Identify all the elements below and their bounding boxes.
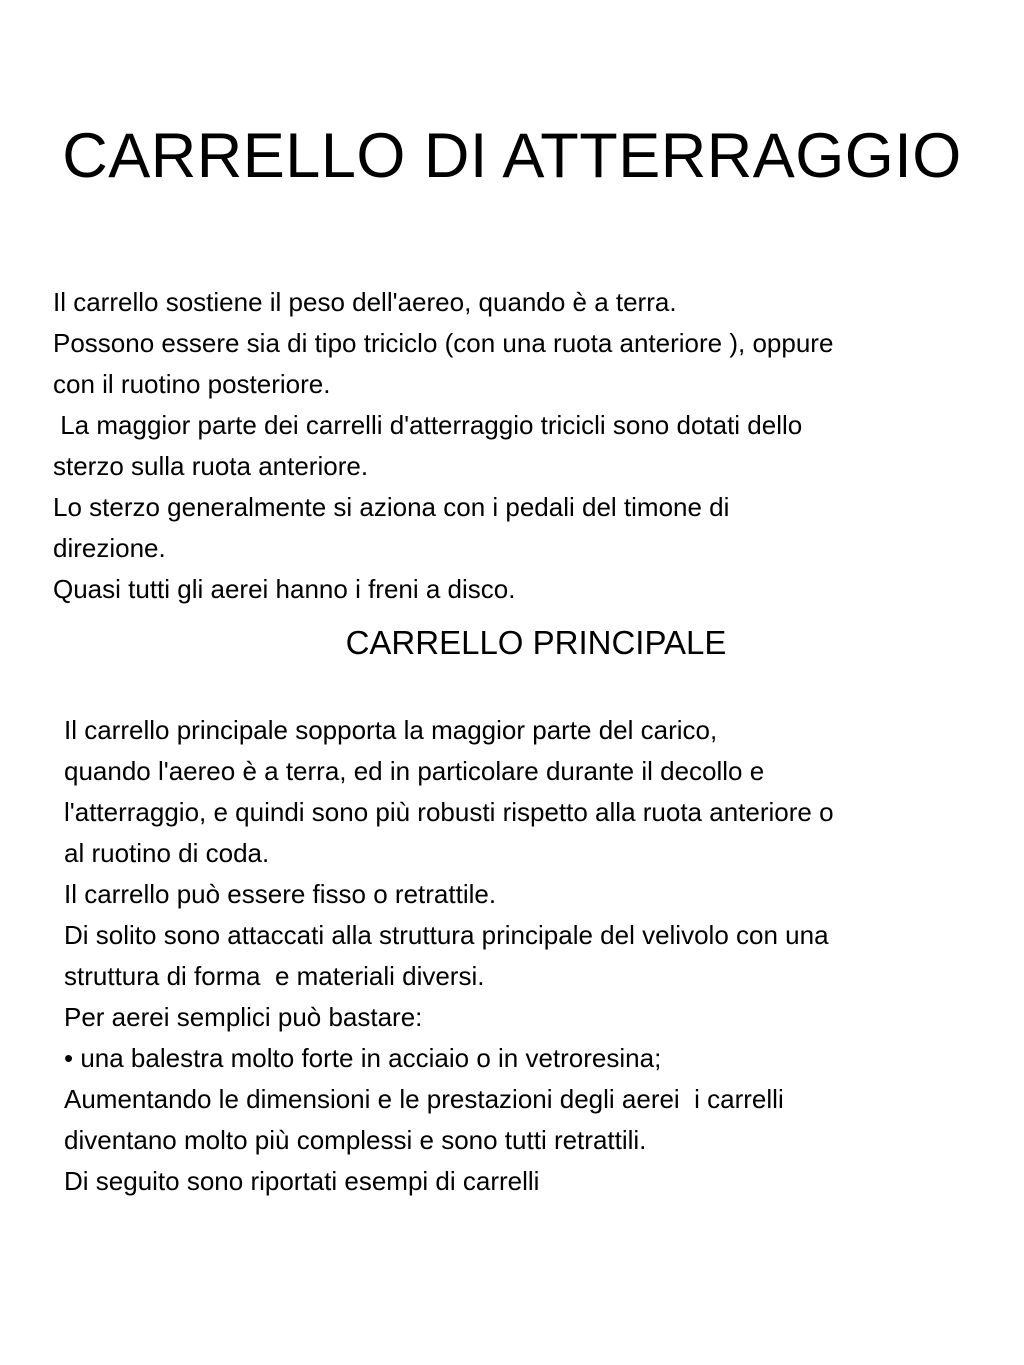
text-line: Di seguito sono riportati esempi di carrelli xyxy=(64,1166,540,1196)
text-line: l'atterraggio, e quindi sono più robusti rispetto alla ruota anteriore o xyxy=(64,797,834,827)
text-line: con il ruotino posteriore. xyxy=(53,369,331,399)
text-line: Aumentando le dimensioni e le prestazioni degli aerei i carrelli xyxy=(64,1084,784,1114)
text-line: quando l'aereo è a terra, ed in particolare durante il decollo e xyxy=(64,756,765,786)
main-gear-paragraph xyxy=(64,710,834,1202)
text-line: Lo sterzo generalmente si aziona con i pedali del timone di xyxy=(53,492,730,522)
intro-paragraph xyxy=(53,282,833,610)
text-line: Di solito sono attaccati alla struttura principale del velivolo con una xyxy=(64,920,829,950)
section-heading: CARRELLO PRINCIPALE xyxy=(345,624,727,661)
page-title: CARRELLO DI ATTERRAGGIO xyxy=(62,121,962,191)
text-line: Per aerei semplici può bastare: xyxy=(64,1002,423,1032)
text-line: direzione. xyxy=(53,533,166,563)
text-line: Il carrello principale sopporta la maggior parte del carico, xyxy=(64,715,718,745)
text-line: sterzo sulla ruota anteriore. xyxy=(53,451,369,481)
text-line: La maggior parte dei carrelli d'atterraggio tricicli sono dotati dello xyxy=(53,410,803,440)
text-line: Il carrello sostiene il peso dell'aereo, quando è a terra. xyxy=(53,287,677,317)
text-line: Possono essere sia di tipo triciclo (con una ruota anteriore ), oppure xyxy=(53,328,834,358)
text-line: struttura di forma e materiali diversi. xyxy=(64,961,485,991)
text-line: Il carrello può essere fisso o retrattile. xyxy=(64,879,497,909)
text-line: al ruotino di coda. xyxy=(64,838,270,868)
text-line: Quasi tutti gli aerei hanno i freni a disco. xyxy=(53,574,516,604)
text-line: diventano molto più complessi e sono tutti retrattili. xyxy=(64,1125,647,1155)
bullet-item: • una balestra molto forte in acciaio o in vetroresina; xyxy=(64,1043,662,1073)
